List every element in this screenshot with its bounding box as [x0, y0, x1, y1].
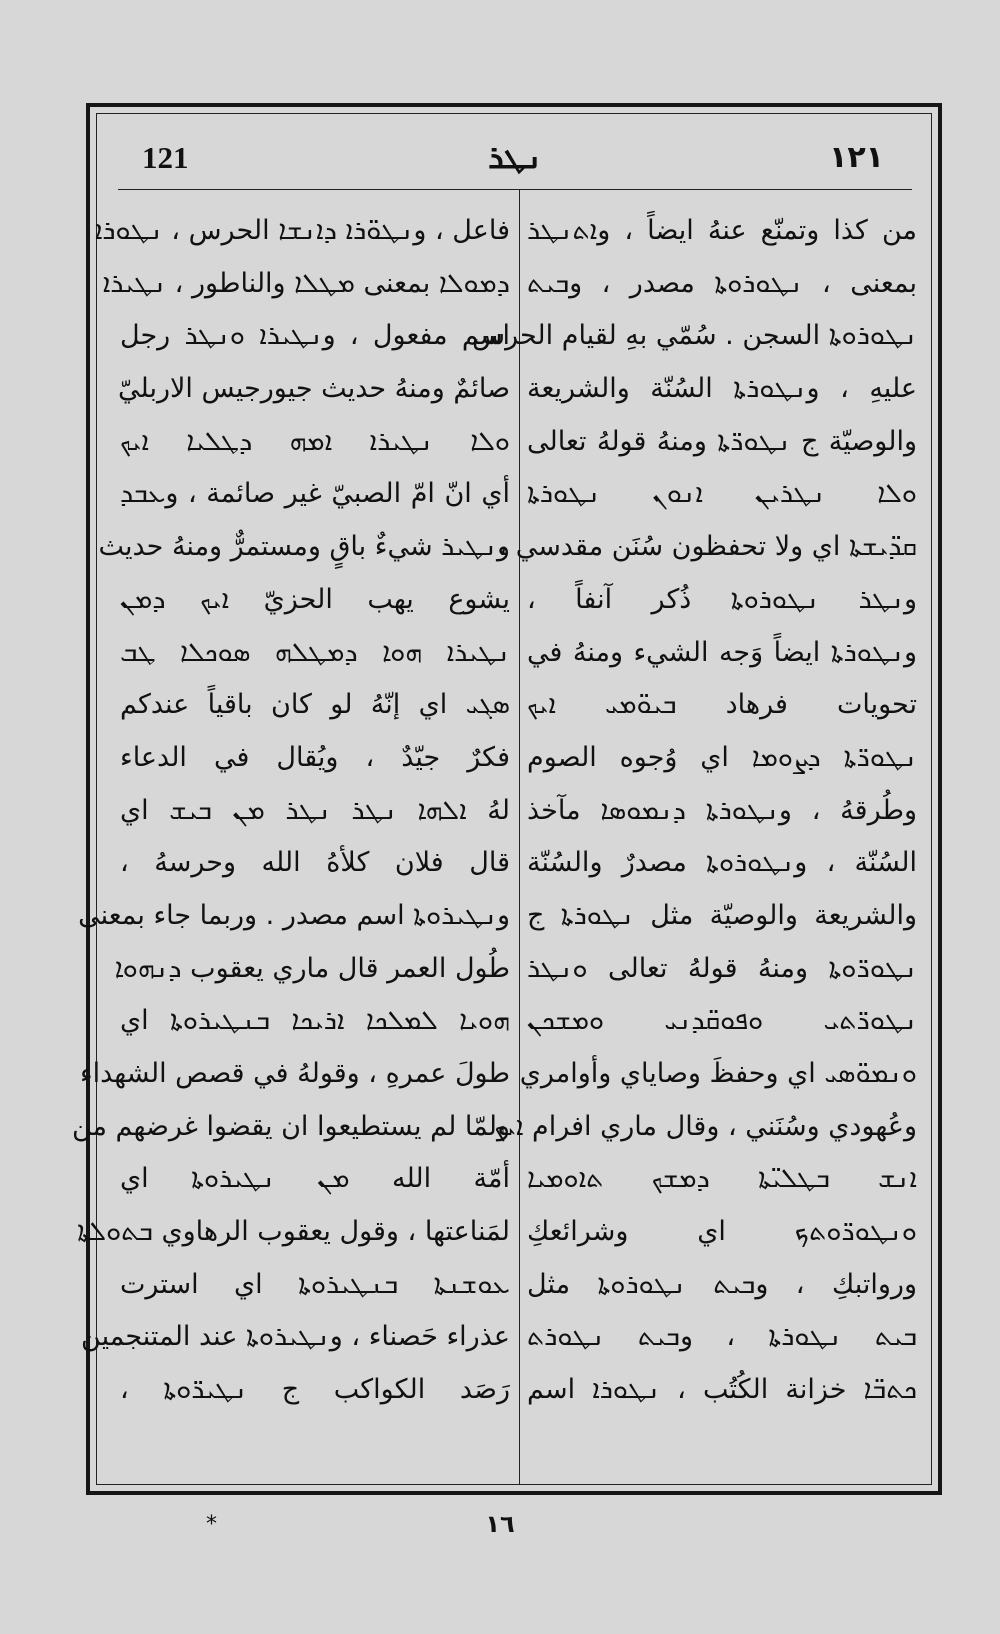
text-line: والوصيّة ج ܢܛܘܪ̈ܬܐ ومنهُ قولهُ تعالى — [527, 425, 917, 457]
text-line: ܒܝܬ ܢܛܘܪܬܐ ، وܒܝܬ ܢܛܘܪܬ — [527, 1321, 917, 1353]
text-line: ܢܛܘܪ̈ܬܝ ܘܦܘܩ̈ܕܢܝ ܘܡܫܟܢ — [527, 1005, 917, 1037]
right-column — [472, 205, 917, 1475]
text-line: أي انّ امّ الصبيّ غير صائمة ، وܥܒܕ — [120, 478, 510, 510]
text-line: يشوع يهب الحزيّ ܐܝܟ ܕܡܢ — [120, 583, 510, 615]
text-line: وܢܛܝܪܘܬܐ اسم مصدر . وربما جاء بمعنى — [78, 899, 510, 931]
text-line: ܥܘܫܢܬܐ ܒܢܛܝܪܘܬܐ اي استرت — [120, 1268, 510, 1300]
text-line: ܢܛܘܪܘܬܐ السجن . سُمّي بهِ لقيام الحرس — [472, 320, 917, 352]
text-line: لمَناعتها ، وقول يعقوب الرهاوي ܒܬܘܠܬܐ — [77, 1216, 510, 1248]
text-line: طُول العمر قال ماري يعقوب ܕܢܗܘܐ — [114, 952, 510, 984]
text-line: فاعل ، وܢܛܘ̈ܪܐ ܕܐܢܫܐ الحرس ، ܢܛܘܪܐ — [94, 215, 510, 246]
text-line: وعُهودي وسُنَني ، وقال ماري افرام ܐܝܟ — [494, 1110, 917, 1142]
text-line: ܢܛܘܪ̈ܘܬܐ ومنهُ قولهُ تعالى ܘܢܛܪ — [527, 952, 917, 984]
text-line: ورواتبكِ ، وܒܝܬ ܢܛܘܪܘܬܐ مثل — [527, 1268, 917, 1300]
text-line: تحويات فرهاد ܒܝܘ̈ܡܝ ܐܝܟ — [527, 689, 917, 721]
text-line: رَصَد الكواكب ج ܢܛܝܪ̈ܘܬܐ ، — [120, 1374, 510, 1406]
text-line: ܘܢܛܘܪ̈ܘܬܟ اي وشرائعكِ — [527, 1216, 917, 1248]
text-line: من كذا وتمنّع عنهُ ايضاً ، وܐܬܢܛܪ — [527, 215, 917, 246]
text-line: قال فلان كلأهُ الله وحرسهُ ، — [120, 847, 510, 879]
footer-asterisk: * — [206, 1512, 217, 1537]
text-line: ܘܠܐ ܢܛܪܝܢ ܐܢܘܢ ܢܛܘܪܬܐ — [527, 478, 917, 510]
text-line: ܘܠܐ ܢܛܝܪܐ ܐܡܗ ܕܛܠܝܐ ܐܝܟ — [120, 425, 510, 457]
running-head: ܢܛܪ — [488, 138, 542, 176]
text-line: بمعنى ، ܢܛܘܪܘܬܐ مصدر ، وܒܝܬ — [527, 267, 917, 299]
page-number-latin: 121 — [142, 140, 189, 175]
text-line: أمّة الله ܡܢ ܢܛܝܪܘܬܐ اي — [120, 1163, 510, 1195]
text-line: اسم مفعول ، وܢܛܝܪܐ ܘܢܛܪ رجل — [120, 320, 510, 352]
text-line: وطُرقهُ ، وܢܛܘܪܬܐ ܕܢܡܘܣܐ مآخذ — [527, 794, 917, 826]
page-header — [118, 138, 912, 188]
text-line: عذراء حَصناء ، وܢܛܝܪܘܬܐ عند المتنجمين — [81, 1321, 510, 1353]
left-column — [71, 205, 510, 1475]
text-line: طولَ عمرهِ ، وقولهُ في قصص الشهداء — [79, 1058, 510, 1089]
text-line: ܢܛܘܪ̈ܬܐ ܕܨܘܡܐ اي وُجوه الصوم — [527, 741, 917, 773]
text-line: ܗܘܝܐ ܠܡܠܟܐ ܐܪܝܟܐ ܒܢܛܝܪܘܬܐ اي — [120, 1005, 510, 1037]
text-line: ܩܕ̈ܝܫܬܐ اي ولا تحفظون سُنَن مقدسي ، — [498, 531, 917, 563]
header-rule — [118, 189, 912, 190]
page-footer — [0, 1510, 1000, 1550]
text-line: لهُ ܐܠܗܐ ܢܛܪ ܢܛܪ ܡܢ ܒܝܫ اي — [120, 794, 510, 826]
text-line: ܕܡܘܠܐ بمعنى ܡܛܠܐ والناطور ، ܢܛܝܪܐ — [102, 267, 510, 299]
text-line: وܢܛܘܪܬܐ ايضاً وَجه الشيء ومنهُ في — [527, 636, 917, 668]
text-line: ܣܓܝ اي إنّهُ لو كان باقياً عندكم — [120, 689, 510, 721]
text-line: صائمٌ ومنهُ حديث جيورجيس الاربليّ — [118, 373, 510, 405]
text-line: ولمّا لم يستطيعوا ان يقضوا غرضهم من — [71, 1110, 510, 1142]
column-divider — [519, 189, 520, 1485]
text-line: ܘܢܡܘ̈ܣܝ اي وحفظَ وصاياي وأوامري — [519, 1058, 917, 1089]
signature-mark: ١٦ — [485, 1510, 515, 1538]
text-line: ܢܛܝܪܐ ܗܘܐ ܕܡܛܠܗ ܣܘܟܠܐ ܛܒ — [120, 636, 510, 668]
text-line: وܢܛܪ ܢܛܘܪܘܬܐ ذُكر آنفاً ، — [527, 583, 917, 615]
text-line: وܢܛܝܪ شيءٌ باقٍ ومستمرٌّ ومنهُ حديث — [98, 531, 510, 563]
text-line: السُنّة ، وܢܛܘܪܘܬܐ مصدرٌ والسُنّة — [527, 847, 917, 879]
text-line: ܟܬܒ̈ܐ خزانة الكُتُب ، ܢܛܘܪܐ اسم — [527, 1374, 917, 1406]
text-line: والشريعة والوصيّة مثل ܢܛܘܪܬܐ ج — [527, 899, 917, 931]
text-line: عليهِ ، وܢܛܘܪܬܐ السُنّة والشريعة — [527, 373, 917, 405]
page-number-arabic: ١٢١ — [829, 140, 884, 175]
text-line: ܐܢܫ ܒܛܠܝ̈ܬܐ ܕܡܫܟ ܬܐܘܡܝܐ — [527, 1163, 917, 1195]
text-line: فكرٌ جيّدٌ ، ويُقال في الدعاء — [120, 741, 510, 773]
